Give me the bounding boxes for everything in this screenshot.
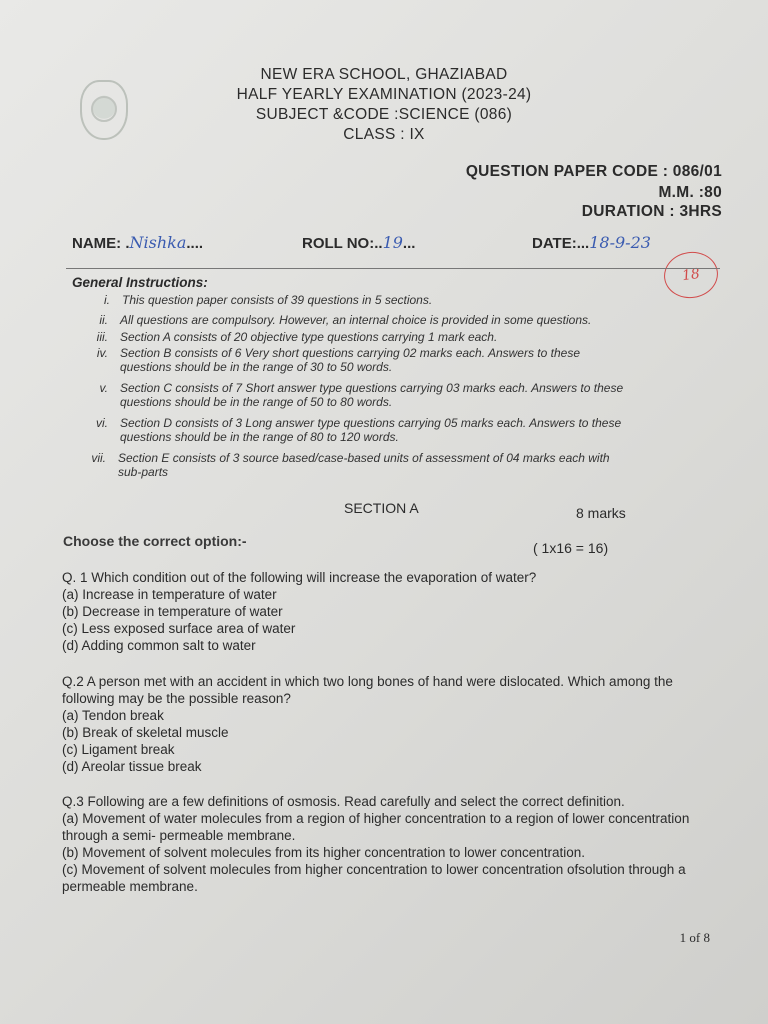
school-name: NEW ERA SCHOOL, GHAZIABAD xyxy=(260,66,508,83)
section-instruction: Choose the correct option:- xyxy=(63,533,247,549)
name-dots: .... xyxy=(186,235,204,252)
option: (c) Less exposed surface area of water xyxy=(62,621,296,636)
roll-label: ROLL NO:.. xyxy=(302,235,383,252)
class-label: CLASS : IX xyxy=(343,126,425,143)
roll-dots: ... xyxy=(402,235,416,252)
name-field xyxy=(72,233,203,252)
question-1 xyxy=(62,569,722,654)
option: (a) Increase in temperature of water xyxy=(62,587,277,602)
section-title: SECTION A xyxy=(344,500,419,516)
option: (b) Movement of solvent molecules from its higher concentration to lower concentration. xyxy=(62,845,585,860)
question-3 xyxy=(62,793,717,895)
roll-field xyxy=(302,233,415,252)
exam-title: HALF YEARLY EXAMINATION (2023-24) xyxy=(236,86,532,103)
divider xyxy=(66,268,720,269)
instruction-item: ii. All questions are compulsory. However, an internal choice is provided in some questions. xyxy=(99,313,592,327)
teacher-mark-annotation: 18 xyxy=(661,248,721,301)
name-value: Nishka xyxy=(129,233,187,252)
roll-value: 19 xyxy=(382,233,403,252)
instruction-item: i. This question paper consists of 39 questions in 5 sections. xyxy=(104,293,433,307)
section-marks: 8 marks xyxy=(576,505,626,521)
option: (b) Break of skeletal muscle xyxy=(62,725,229,740)
option: (c) Movement of solvent molecules from higher concentration to lower concentration ofsolution through a permeable membrane. xyxy=(62,862,686,894)
instruction-item: iii. Section A consists of 20 objective type questions carrying 1 mark each. xyxy=(96,330,498,344)
marks-scheme: ( 1x16 = 16) xyxy=(533,540,609,556)
page-number: 1 of 8 xyxy=(679,930,710,945)
question-stem: Q. 1 Which condition out of the following will increase the evaporation of water? xyxy=(62,570,537,585)
instruction-item: iv. Section B consists of 6 Very short questions carrying 02 marks each. Answers to these questions should be in the range of 30 to 50 words. xyxy=(96,346,580,374)
option: (a) Movement of water molecules from a region of higher concentration to a region of lower concentration through a semi- permeable membrane. xyxy=(62,811,690,843)
date-field xyxy=(532,233,651,252)
option: (d) Areolar tissue break xyxy=(62,759,202,774)
paper-code: QUESTION PAPER CODE : 086/01 xyxy=(465,163,722,180)
option: (d) Adding common salt to water xyxy=(62,638,256,653)
date-label: DATE:... xyxy=(532,235,590,252)
option: (a) Tendon break xyxy=(62,708,164,723)
subject-code: SUBJECT &CODE :SCIENCE (086) xyxy=(255,106,513,123)
duration: DURATION : 3HRS xyxy=(581,203,722,220)
question-stem: Q.2 A person met with an accident in which two long bones of hand were dislocated. Which among the following may be the possible reason? xyxy=(62,674,673,706)
instruction-item: v. Section C consists of 7 Short answer type questions carrying 03 marks each. Answers to these questions should be in the range of 50 to 80 words. xyxy=(99,381,624,409)
instruction-item: vii. Section E consists of 3 source based/case-based units of assessment of 04 marks each with sub-parts xyxy=(91,451,610,479)
instruction-item: vi. Section D consists of 3 Long answer type questions carrying 05 marks each. Answers to these questions should be in the range of 80 to 120 words. xyxy=(96,416,622,444)
instructions-title: General Instructions: xyxy=(72,275,208,290)
question-stem: Q.3 Following are a few definitions of osmosis. Read carefully and select the correct definition. xyxy=(62,794,625,809)
option: (b) Decrease in temperature of water xyxy=(62,604,283,619)
name-label: NAME: . xyxy=(72,235,130,252)
option: (c) Ligament break xyxy=(62,742,175,757)
question-2 xyxy=(62,673,702,775)
max-marks: M.M. :80 xyxy=(658,184,722,201)
date-value: 18-9-23 xyxy=(589,233,651,252)
